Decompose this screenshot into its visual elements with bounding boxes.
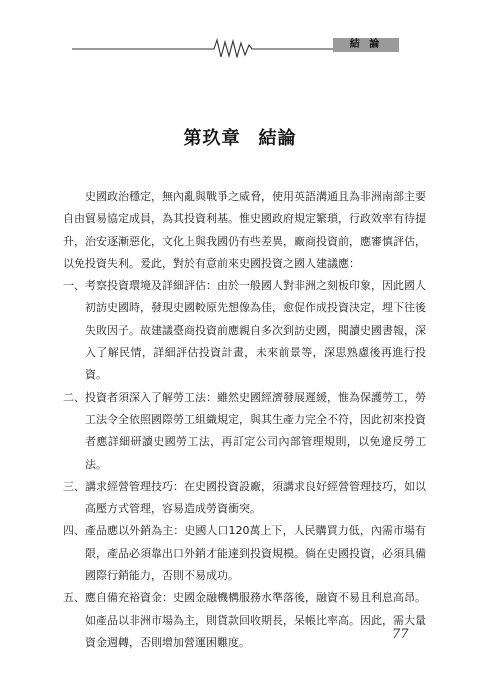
list-item (63, 587, 426, 654)
chapter-title: 結論 (258, 128, 297, 149)
item-number: 一、 (63, 279, 85, 293)
item-text: 應自備充裕資金：史國金融機構服務水準落後，融資不易且利息高昂。如產品以非洲市場為主，則貨款回收期長，呆帳比率高。因此，需大量資金週轉，否則增加營運困難度。 (85, 591, 426, 649)
list-item (63, 520, 426, 587)
item-number: 四、 (63, 524, 85, 538)
section-label: 結 論 (333, 38, 399, 52)
item-number: 三、 (63, 479, 85, 493)
item-number: 五、 (63, 591, 85, 605)
list-item (63, 275, 426, 386)
running-header (0, 36, 480, 58)
item-text: 產品應以外銷為主：史國人口120萬上下，人民購買力低，內需市場有限，產品必須靠出口外銷才能達到投資規模。倘在史國投資，必須具備國際行銷能力，否則不易成功。 (85, 524, 426, 583)
list-item (63, 387, 426, 476)
body-text (63, 186, 426, 654)
page-number: 77 (392, 627, 409, 642)
item-number: 二、 (63, 390, 85, 404)
chapter-number: 第玖章 (183, 128, 241, 149)
chapter-heading (0, 124, 480, 150)
list-item (63, 476, 426, 521)
intro-paragraph: 史國政治穩定，無內亂與戰爭之威脅，使用英語溝通且為非洲南部主要自由貿易協定成員，為其投資利基。惟史國政府規定繁瑣，行政效率有待提升，治安逐漸惡化，文化上與我國仍有些差異，廠商投資前，應審慎評估，以免投資失利。爰此，對於有意前來史國投資之國人建議應： (63, 190, 426, 270)
item-text: 講求經營管理技巧：在史國投資設廠，須講求良好經營管理技巧，如以高壓方式管理，容易造成勞資衝突。 (85, 479, 426, 516)
item-text: 考察投資環境及詳細評估：由於一般國人對非洲之刻板印象，因此國人初訪史國時，發現史國較原先想像為佳，愈促作成投資決定，埋下往後失敗因子。故建議臺商投資前應親自多次到訪史國，閱讀史國書報，深入了解民情，詳細評估投資計畫，未來前景等，深思熟慮後再進行投資。 (85, 279, 426, 382)
item-text: 投資者須深入了解勞工法：雖然史國經濟發展遲緩，惟為保護勞工，勞工法令全依照國際勞工組織規定，與其生產力完全不符，因此初來投資者應詳細研讀史國勞工法，再訂定公司內部管理規則，以免違反勞工法。 (85, 390, 426, 471)
heartbeat-line-ornament (0, 36, 480, 58)
